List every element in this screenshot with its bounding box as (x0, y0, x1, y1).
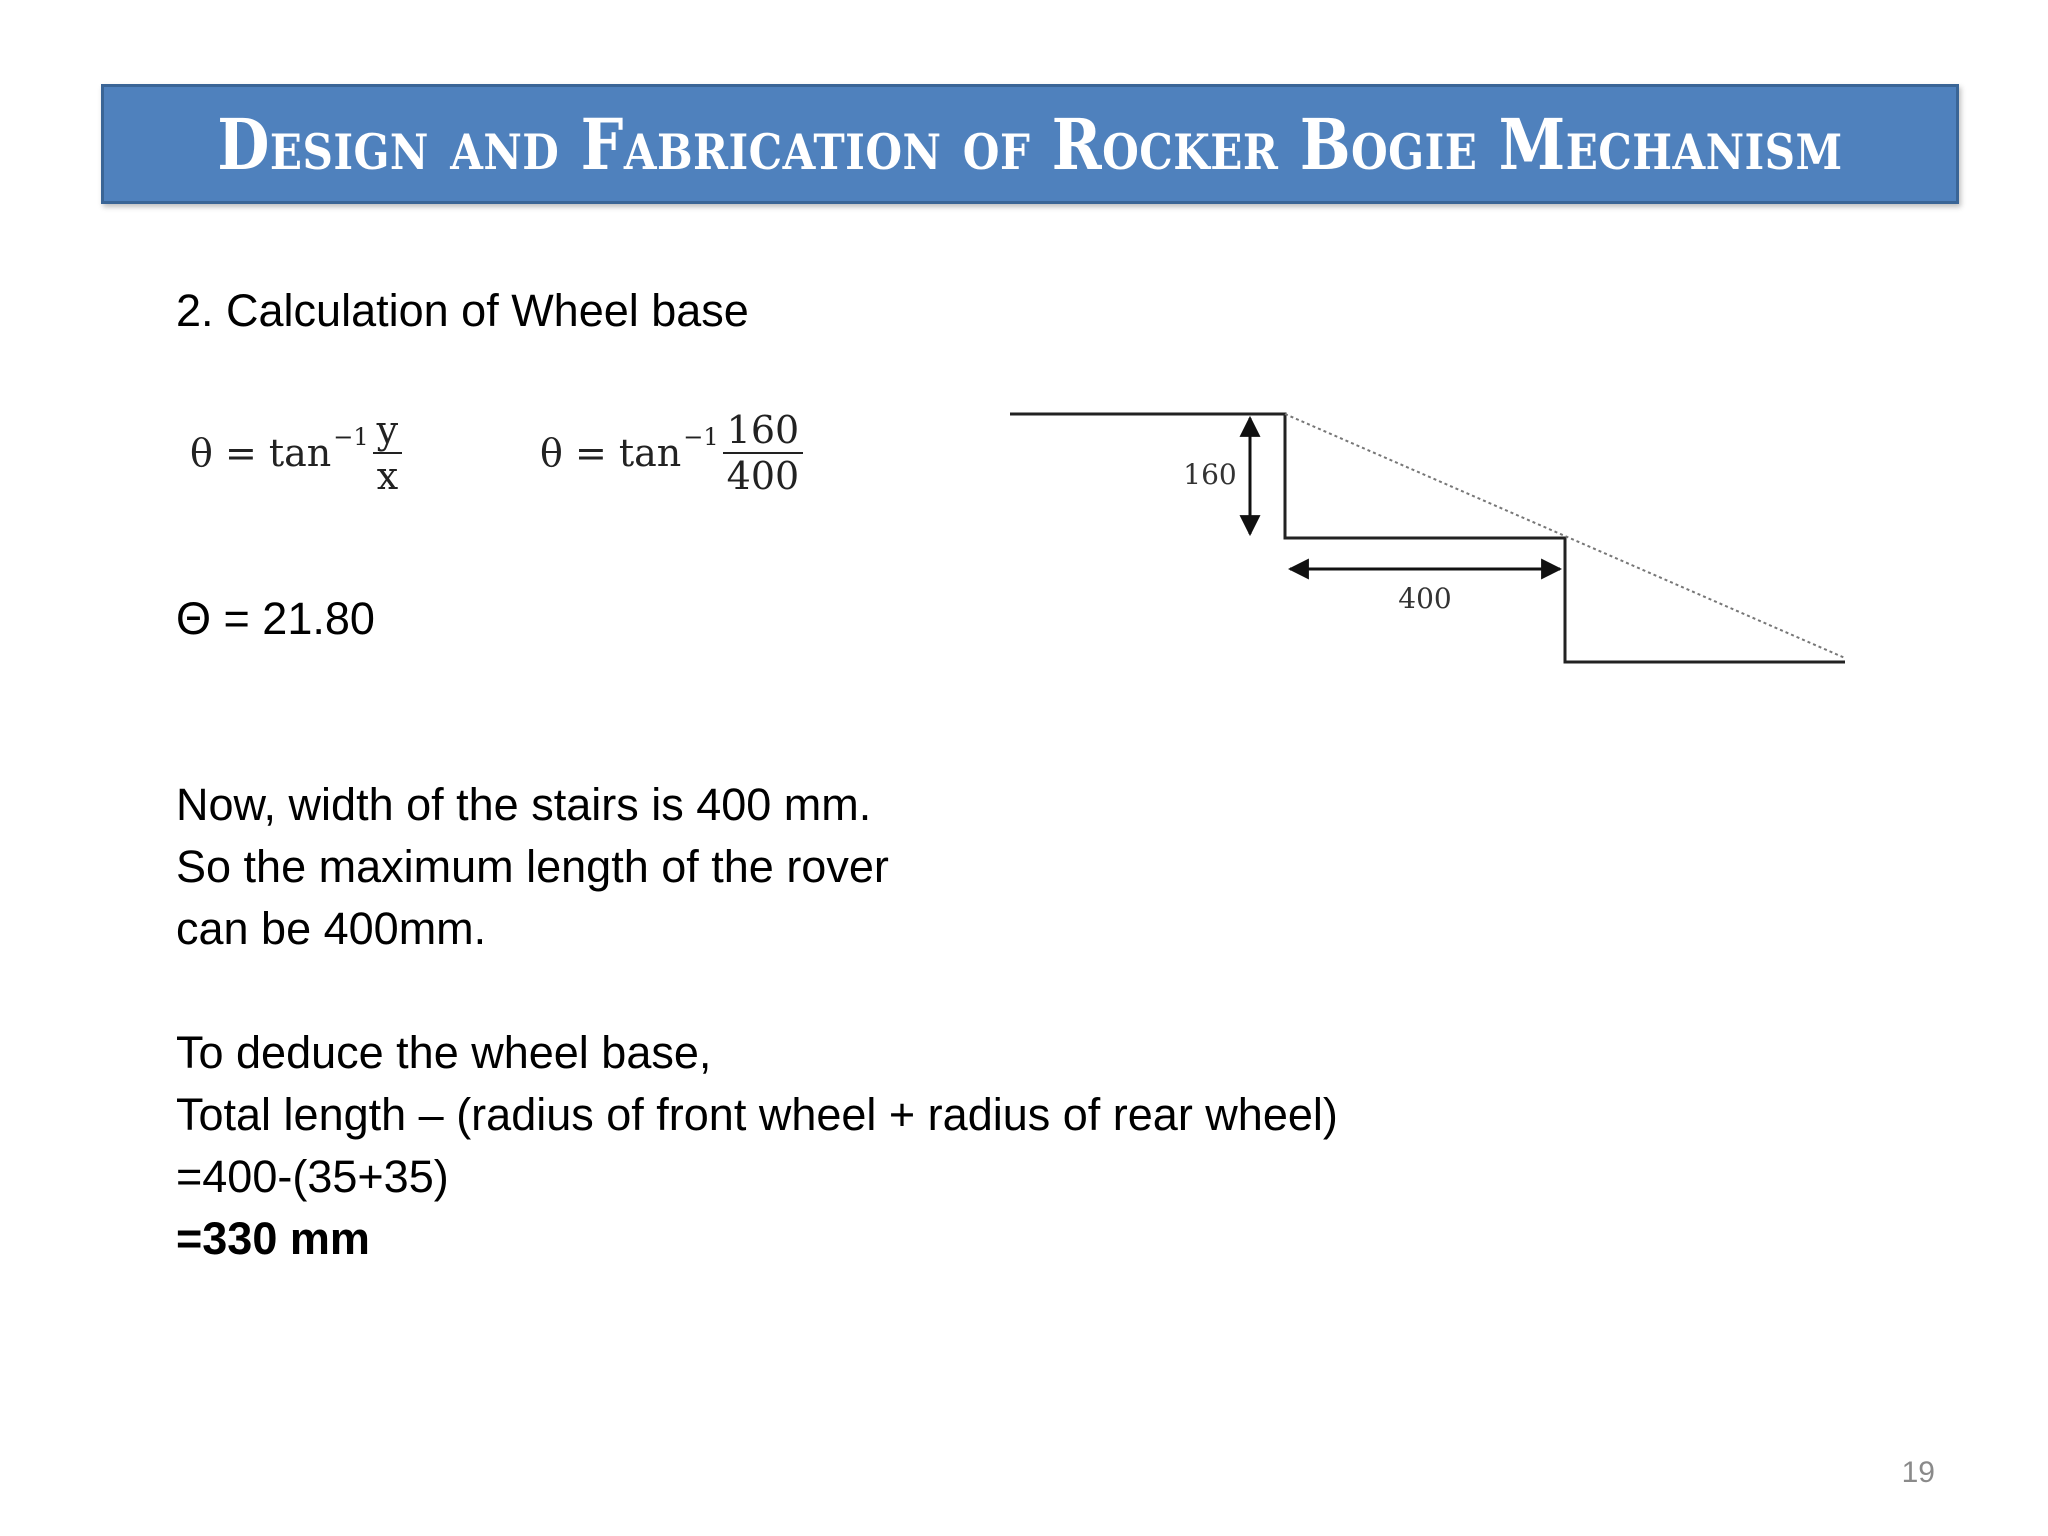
formula-substituted (540, 408, 803, 498)
formula-substituted-numerator: 160 (723, 408, 804, 454)
title-bar (101, 84, 1959, 204)
formula-substituted-fraction (723, 408, 804, 498)
paragraph-wheelbase-line-1: To deduce the wheel base, (176, 1027, 712, 1078)
paragraph-wheelbase-line-2: Total length – (radius of front wheel + radius of rear wheel) (176, 1089, 1338, 1140)
paragraph-stairs-line-3: can be 400mm. (176, 903, 487, 954)
height-dimension-label: 160 (1183, 458, 1237, 491)
slide-title: Design and Fabrication of Rocker Bogie Mechanism (217, 102, 1843, 186)
formula-substituted-denominator: 400 (726, 454, 800, 498)
formula-general-fraction (373, 408, 402, 498)
formula-general-denominator: x (376, 454, 399, 498)
final-result: =330 mm (176, 1213, 370, 1264)
theta-result: Θ = 21.80 (176, 593, 375, 644)
formula-substituted-exponent: −1 (683, 423, 719, 451)
formula-general (190, 408, 402, 498)
formula-general-lhs: θ = tan (190, 431, 332, 475)
paragraph-wheelbase-line-3: =400-(35+35) (176, 1151, 449, 1202)
stair-diagram (1000, 400, 1860, 680)
paragraph-stairs-line-1: Now, width of the stairs is 400 mm. (176, 779, 872, 830)
page-number: 19 (1901, 1456, 1935, 1489)
formula-substituted-lhs: θ = tan (540, 431, 682, 475)
width-dimension-label: 400 (1398, 582, 1452, 615)
formula-general-numerator: y (373, 408, 402, 454)
paragraph-stairs-line-2: So the maximum length of the rover (176, 841, 889, 892)
formula-general-exponent: −1 (333, 423, 369, 451)
stair-profile (1010, 414, 1845, 662)
section-heading: 2. Calculation of Wheel base (176, 285, 749, 336)
